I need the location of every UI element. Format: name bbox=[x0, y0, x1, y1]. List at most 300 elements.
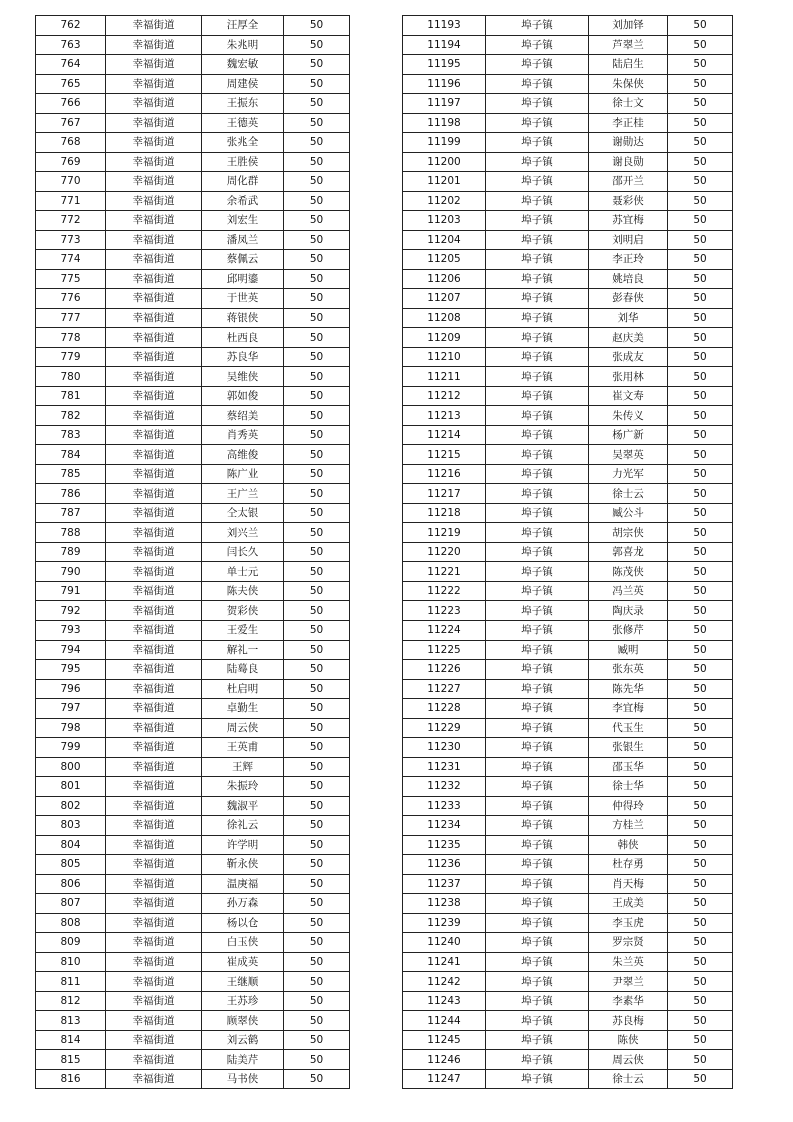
table-row bbox=[36, 952, 350, 972]
person-name-cell: 张成友 bbox=[589, 347, 668, 367]
region-cell: 埠子镇 bbox=[486, 308, 589, 328]
person-name-cell: 臧明 bbox=[589, 640, 668, 660]
row-number-cell: 814 bbox=[36, 1030, 106, 1050]
amount-cell: 50 bbox=[668, 835, 733, 855]
row-number-cell: 11211 bbox=[403, 367, 486, 387]
region-cell: 幸福街道 bbox=[106, 347, 202, 367]
table-row bbox=[403, 386, 733, 406]
person-name-cell: 张兆全 bbox=[202, 133, 284, 153]
person-name-cell: 汪厚全 bbox=[202, 16, 284, 36]
person-name-cell: 潘凤兰 bbox=[202, 230, 284, 250]
region-cell: 埠子镇 bbox=[486, 796, 589, 816]
amount-cell: 50 bbox=[284, 386, 350, 406]
person-name-cell: 王成美 bbox=[589, 894, 668, 914]
row-number-cell: 802 bbox=[36, 796, 106, 816]
region-cell: 埠子镇 bbox=[486, 757, 589, 777]
person-name-cell: 邵玉华 bbox=[589, 757, 668, 777]
region-cell: 埠子镇 bbox=[486, 855, 589, 875]
table-row bbox=[403, 35, 733, 55]
person-name-cell: 周化群 bbox=[202, 172, 284, 192]
region-cell: 幸福街道 bbox=[106, 308, 202, 328]
region-cell: 幸福街道 bbox=[106, 113, 202, 133]
row-number-cell: 773 bbox=[36, 230, 106, 250]
region-cell: 埠子镇 bbox=[486, 601, 589, 621]
row-number-cell: 805 bbox=[36, 855, 106, 875]
table-row bbox=[36, 679, 350, 699]
amount-cell: 50 bbox=[668, 191, 733, 211]
amount-cell: 50 bbox=[668, 952, 733, 972]
row-number-cell: 801 bbox=[36, 777, 106, 797]
person-name-cell: 朱兰英 bbox=[589, 952, 668, 972]
person-name-cell: 李正桂 bbox=[589, 113, 668, 133]
amount-cell: 50 bbox=[668, 445, 733, 465]
row-number-cell: 812 bbox=[36, 991, 106, 1011]
person-name-cell: 陈茂侠 bbox=[589, 562, 668, 582]
person-name-cell: 吴翠英 bbox=[589, 445, 668, 465]
row-number-cell: 799 bbox=[36, 738, 106, 758]
person-name-cell: 陈侠 bbox=[589, 1030, 668, 1050]
amount-cell: 50 bbox=[284, 991, 350, 1011]
amount-cell: 50 bbox=[284, 328, 350, 348]
person-name-cell: 王胜侯 bbox=[202, 152, 284, 172]
person-name-cell: 苏良华 bbox=[202, 347, 284, 367]
table-row bbox=[403, 152, 733, 172]
person-name-cell: 徐士云 bbox=[589, 1069, 668, 1089]
table-row bbox=[403, 581, 733, 601]
row-number-cell: 11203 bbox=[403, 211, 486, 231]
region-cell: 幸福街道 bbox=[106, 523, 202, 543]
region-cell: 幸福街道 bbox=[106, 699, 202, 719]
region-cell: 埠子镇 bbox=[486, 328, 589, 348]
region-cell: 埠子镇 bbox=[486, 484, 589, 504]
table-row bbox=[36, 113, 350, 133]
amount-cell: 50 bbox=[668, 113, 733, 133]
person-name-cell: 周云侠 bbox=[589, 1050, 668, 1070]
row-number-cell: 788 bbox=[36, 523, 106, 543]
amount-cell: 50 bbox=[668, 718, 733, 738]
row-number-cell: 784 bbox=[36, 445, 106, 465]
row-number-cell: 796 bbox=[36, 679, 106, 699]
table-row bbox=[403, 328, 733, 348]
row-number-cell: 767 bbox=[36, 113, 106, 133]
amount-cell: 50 bbox=[668, 484, 733, 504]
region-cell: 幸福街道 bbox=[106, 191, 202, 211]
table-row bbox=[36, 308, 350, 328]
amount-cell: 50 bbox=[284, 562, 350, 582]
person-name-cell: 臧公斗 bbox=[589, 503, 668, 523]
region-cell: 埠子镇 bbox=[486, 1050, 589, 1070]
table-row bbox=[403, 991, 733, 1011]
row-number-cell: 11195 bbox=[403, 55, 486, 75]
amount-cell: 50 bbox=[284, 484, 350, 504]
amount-cell: 50 bbox=[668, 660, 733, 680]
table-row bbox=[36, 425, 350, 445]
row-number-cell: 785 bbox=[36, 464, 106, 484]
person-name-cell: 徐士华 bbox=[589, 777, 668, 797]
person-name-cell: 吴维侠 bbox=[202, 367, 284, 387]
amount-cell: 50 bbox=[668, 542, 733, 562]
row-number-cell: 777 bbox=[36, 308, 106, 328]
table-row bbox=[36, 1011, 350, 1031]
amount-cell: 50 bbox=[284, 211, 350, 231]
row-number-cell: 11222 bbox=[403, 581, 486, 601]
row-number-cell: 811 bbox=[36, 972, 106, 992]
person-name-cell: 陆美芹 bbox=[202, 1050, 284, 1070]
table-row bbox=[403, 718, 733, 738]
region-cell: 幸福街道 bbox=[106, 972, 202, 992]
person-name-cell: 周云侠 bbox=[202, 718, 284, 738]
row-number-cell: 11236 bbox=[403, 855, 486, 875]
person-name-cell: 陈广业 bbox=[202, 464, 284, 484]
table-row bbox=[403, 445, 733, 465]
person-name-cell: 罗宗贤 bbox=[589, 933, 668, 953]
amount-cell: 50 bbox=[284, 55, 350, 75]
person-name-cell: 孙万森 bbox=[202, 894, 284, 914]
row-number-cell: 813 bbox=[36, 1011, 106, 1031]
amount-cell: 50 bbox=[668, 699, 733, 719]
table-row bbox=[36, 777, 350, 797]
table-row bbox=[403, 230, 733, 250]
table-row bbox=[403, 94, 733, 114]
person-name-cell: 姚培良 bbox=[589, 269, 668, 289]
table-row bbox=[403, 894, 733, 914]
region-cell: 埠子镇 bbox=[486, 933, 589, 953]
person-name-cell: 徐士云 bbox=[589, 484, 668, 504]
row-number-cell: 11209 bbox=[403, 328, 486, 348]
region-cell: 幸福街道 bbox=[106, 152, 202, 172]
region-cell: 幸福街道 bbox=[106, 679, 202, 699]
person-name-cell: 苏良梅 bbox=[589, 1011, 668, 1031]
table-row bbox=[36, 1050, 350, 1070]
person-name-cell: 贺彩侠 bbox=[202, 601, 284, 621]
amount-cell: 50 bbox=[284, 94, 350, 114]
row-number-cell: 807 bbox=[36, 894, 106, 914]
row-number-cell: 789 bbox=[36, 542, 106, 562]
amount-cell: 50 bbox=[668, 1011, 733, 1031]
row-number-cell: 11202 bbox=[403, 191, 486, 211]
row-number-cell: 781 bbox=[36, 386, 106, 406]
table-row bbox=[36, 1069, 350, 1089]
row-number-cell: 779 bbox=[36, 347, 106, 367]
row-number-cell: 11245 bbox=[403, 1030, 486, 1050]
table-row bbox=[36, 562, 350, 582]
person-name-cell: 仝太银 bbox=[202, 503, 284, 523]
table-row bbox=[403, 738, 733, 758]
region-cell: 幸福街道 bbox=[106, 250, 202, 270]
amount-cell: 50 bbox=[284, 1030, 350, 1050]
table-row bbox=[36, 328, 350, 348]
person-name-cell: 李宜梅 bbox=[589, 699, 668, 719]
person-name-cell: 杜启明 bbox=[202, 679, 284, 699]
row-number-cell: 11196 bbox=[403, 74, 486, 94]
row-number-cell: 783 bbox=[36, 425, 106, 445]
table-row bbox=[36, 816, 350, 836]
row-number-cell: 776 bbox=[36, 289, 106, 309]
table-row bbox=[403, 1030, 733, 1050]
table-row bbox=[36, 894, 350, 914]
amount-cell: 50 bbox=[284, 250, 350, 270]
region-cell: 幸福街道 bbox=[106, 855, 202, 875]
amount-cell: 50 bbox=[668, 1050, 733, 1070]
person-name-cell: 谢勋达 bbox=[589, 133, 668, 153]
amount-cell: 50 bbox=[668, 874, 733, 894]
row-number-cell: 791 bbox=[36, 581, 106, 601]
person-name-cell: 朱兆明 bbox=[202, 35, 284, 55]
row-number-cell: 11229 bbox=[403, 718, 486, 738]
person-name-cell: 高维俊 bbox=[202, 445, 284, 465]
person-name-cell: 力光军 bbox=[589, 464, 668, 484]
amount-cell: 50 bbox=[284, 952, 350, 972]
amount-cell: 50 bbox=[668, 562, 733, 582]
region-cell: 埠子镇 bbox=[486, 386, 589, 406]
person-name-cell: 韩侠 bbox=[589, 835, 668, 855]
table-row bbox=[403, 835, 733, 855]
person-name-cell: 刘华 bbox=[589, 308, 668, 328]
person-name-cell: 顾翠侠 bbox=[202, 1011, 284, 1031]
amount-cell: 50 bbox=[668, 347, 733, 367]
region-cell: 埠子镇 bbox=[486, 35, 589, 55]
table-row bbox=[403, 172, 733, 192]
person-name-cell: 苏宜梅 bbox=[589, 211, 668, 231]
row-number-cell: 764 bbox=[36, 55, 106, 75]
table-row bbox=[403, 211, 733, 231]
person-name-cell: 解礼一 bbox=[202, 640, 284, 660]
amount-cell: 50 bbox=[668, 328, 733, 348]
table-row bbox=[403, 620, 733, 640]
table-row bbox=[36, 699, 350, 719]
amount-cell: 50 bbox=[668, 738, 733, 758]
table-row bbox=[36, 542, 350, 562]
person-name-cell: 彭春侠 bbox=[589, 289, 668, 309]
row-number-cell: 11243 bbox=[403, 991, 486, 1011]
table-row bbox=[36, 933, 350, 953]
person-name-cell: 蔡绍美 bbox=[202, 406, 284, 426]
person-name-cell: 肖秀英 bbox=[202, 425, 284, 445]
person-name-cell: 徐礼云 bbox=[202, 816, 284, 836]
amount-cell: 50 bbox=[284, 152, 350, 172]
person-name-cell: 尹翠兰 bbox=[589, 972, 668, 992]
row-number-cell: 11244 bbox=[403, 1011, 486, 1031]
region-cell: 埠子镇 bbox=[486, 679, 589, 699]
region-cell: 埠子镇 bbox=[486, 289, 589, 309]
amount-cell: 50 bbox=[668, 55, 733, 75]
row-number-cell: 815 bbox=[36, 1050, 106, 1070]
amount-cell: 50 bbox=[668, 894, 733, 914]
amount-cell: 50 bbox=[284, 172, 350, 192]
table-row bbox=[36, 484, 350, 504]
table-row bbox=[403, 699, 733, 719]
amount-cell: 50 bbox=[284, 445, 350, 465]
row-number-cell: 762 bbox=[36, 16, 106, 36]
row-number-cell: 804 bbox=[36, 835, 106, 855]
table-row bbox=[36, 796, 350, 816]
amount-cell: 50 bbox=[284, 191, 350, 211]
table-row bbox=[403, 972, 733, 992]
row-number-cell: 11207 bbox=[403, 289, 486, 309]
amount-cell: 50 bbox=[284, 874, 350, 894]
person-name-cell: 陆蓦良 bbox=[202, 660, 284, 680]
row-number-cell: 11206 bbox=[403, 269, 486, 289]
table-row bbox=[36, 581, 350, 601]
table-row bbox=[403, 1050, 733, 1070]
row-number-cell: 11234 bbox=[403, 816, 486, 836]
amount-cell: 50 bbox=[284, 620, 350, 640]
table-row bbox=[403, 933, 733, 953]
region-cell: 埠子镇 bbox=[486, 191, 589, 211]
person-name-cell: 邵开兰 bbox=[589, 172, 668, 192]
amount-cell: 50 bbox=[284, 347, 350, 367]
row-number-cell: 11231 bbox=[403, 757, 486, 777]
region-cell: 幸福街道 bbox=[106, 1011, 202, 1031]
table-row bbox=[36, 757, 350, 777]
person-name-cell: 刘加铎 bbox=[589, 16, 668, 36]
table-row bbox=[403, 191, 733, 211]
amount-cell: 50 bbox=[284, 74, 350, 94]
person-name-cell: 方桂兰 bbox=[589, 816, 668, 836]
region-cell: 幸福街道 bbox=[106, 991, 202, 1011]
region-cell: 埠子镇 bbox=[486, 230, 589, 250]
row-number-cell: 11233 bbox=[403, 796, 486, 816]
row-number-cell: 11227 bbox=[403, 679, 486, 699]
region-cell: 埠子镇 bbox=[486, 1011, 589, 1031]
region-cell: 幸福街道 bbox=[106, 816, 202, 836]
table-row bbox=[36, 991, 350, 1011]
row-number-cell: 803 bbox=[36, 816, 106, 836]
amount-cell: 50 bbox=[668, 35, 733, 55]
person-name-cell: 仲得玲 bbox=[589, 796, 668, 816]
region-cell: 埠子镇 bbox=[486, 542, 589, 562]
row-number-cell: 11224 bbox=[403, 620, 486, 640]
person-name-cell: 刘宏生 bbox=[202, 211, 284, 231]
table-row bbox=[36, 640, 350, 660]
region-cell: 埠子镇 bbox=[486, 699, 589, 719]
region-cell: 埠子镇 bbox=[486, 894, 589, 914]
row-number-cell: 800 bbox=[36, 757, 106, 777]
row-number-cell: 794 bbox=[36, 640, 106, 660]
region-cell: 幸福街道 bbox=[106, 952, 202, 972]
amount-cell: 50 bbox=[284, 464, 350, 484]
row-number-cell: 787 bbox=[36, 503, 106, 523]
row-number-cell: 11226 bbox=[403, 660, 486, 680]
person-name-cell: 肖天梅 bbox=[589, 874, 668, 894]
region-cell: 埠子镇 bbox=[486, 367, 589, 387]
row-number-cell: 11208 bbox=[403, 308, 486, 328]
person-name-cell: 徐士文 bbox=[589, 94, 668, 114]
region-cell: 幸福街道 bbox=[106, 601, 202, 621]
table-row bbox=[403, 660, 733, 680]
row-number-cell: 11232 bbox=[403, 777, 486, 797]
person-name-cell: 陆启生 bbox=[589, 55, 668, 75]
region-cell: 幸福街道 bbox=[106, 269, 202, 289]
row-number-cell: 763 bbox=[36, 35, 106, 55]
person-name-cell: 朱传义 bbox=[589, 406, 668, 426]
row-number-cell: 793 bbox=[36, 620, 106, 640]
region-cell: 幸福街道 bbox=[106, 35, 202, 55]
person-name-cell: 崔成英 bbox=[202, 952, 284, 972]
table-row bbox=[36, 718, 350, 738]
person-name-cell: 温庚福 bbox=[202, 874, 284, 894]
amount-cell: 50 bbox=[284, 738, 350, 758]
row-number-cell: 769 bbox=[36, 152, 106, 172]
table-row bbox=[403, 601, 733, 621]
region-cell: 埠子镇 bbox=[486, 250, 589, 270]
region-cell: 幸福街道 bbox=[106, 718, 202, 738]
amount-cell: 50 bbox=[668, 913, 733, 933]
table-row bbox=[403, 679, 733, 699]
amount-cell: 50 bbox=[668, 172, 733, 192]
person-name-cell: 王广兰 bbox=[202, 484, 284, 504]
amount-cell: 50 bbox=[284, 640, 350, 660]
table-row bbox=[36, 523, 350, 543]
region-cell: 埠子镇 bbox=[486, 172, 589, 192]
region-cell: 幸福街道 bbox=[106, 640, 202, 660]
amount-cell: 50 bbox=[668, 679, 733, 699]
region-cell: 幸福街道 bbox=[106, 464, 202, 484]
amount-cell: 50 bbox=[284, 35, 350, 55]
person-name-cell: 芦翠兰 bbox=[589, 35, 668, 55]
amount-cell: 50 bbox=[284, 757, 350, 777]
table-row bbox=[403, 55, 733, 75]
region-cell: 幸福街道 bbox=[106, 874, 202, 894]
row-number-cell: 11238 bbox=[403, 894, 486, 914]
region-cell: 幸福街道 bbox=[106, 211, 202, 231]
person-name-cell: 李素华 bbox=[589, 991, 668, 1011]
region-cell: 埠子镇 bbox=[486, 425, 589, 445]
table-row bbox=[36, 16, 350, 36]
table-row bbox=[36, 1030, 350, 1050]
region-cell: 埠子镇 bbox=[486, 991, 589, 1011]
person-name-cell: 朱保侠 bbox=[589, 74, 668, 94]
amount-cell: 50 bbox=[284, 816, 350, 836]
row-number-cell: 11221 bbox=[403, 562, 486, 582]
region-cell: 幸福街道 bbox=[106, 484, 202, 504]
table-row bbox=[36, 74, 350, 94]
amount-cell: 50 bbox=[284, 1069, 350, 1089]
table-row bbox=[36, 230, 350, 250]
amount-cell: 50 bbox=[284, 542, 350, 562]
row-number-cell: 792 bbox=[36, 601, 106, 621]
table-row bbox=[403, 777, 733, 797]
table-row bbox=[36, 855, 350, 875]
person-name-cell: 王爱生 bbox=[202, 620, 284, 640]
amount-cell: 50 bbox=[668, 503, 733, 523]
region-cell: 幸福街道 bbox=[106, 894, 202, 914]
row-number-cell: 786 bbox=[36, 484, 106, 504]
amount-cell: 50 bbox=[284, 113, 350, 133]
row-number-cell: 11246 bbox=[403, 1050, 486, 1070]
region-cell: 幸福街道 bbox=[106, 172, 202, 192]
table-row bbox=[403, 367, 733, 387]
person-name-cell: 冯兰英 bbox=[589, 581, 668, 601]
amount-cell: 50 bbox=[668, 367, 733, 387]
amount-cell: 50 bbox=[668, 269, 733, 289]
table-row bbox=[403, 952, 733, 972]
amount-cell: 50 bbox=[284, 855, 350, 875]
row-number-cell: 771 bbox=[36, 191, 106, 211]
row-number-cell: 11197 bbox=[403, 94, 486, 114]
region-cell: 埠子镇 bbox=[486, 640, 589, 660]
table-row bbox=[403, 250, 733, 270]
table-row bbox=[36, 738, 350, 758]
table-row bbox=[36, 406, 350, 426]
region-cell: 幸福街道 bbox=[106, 777, 202, 797]
region-cell: 幸福街道 bbox=[106, 913, 202, 933]
region-cell: 埠子镇 bbox=[486, 972, 589, 992]
amount-cell: 50 bbox=[284, 367, 350, 387]
table-row bbox=[36, 464, 350, 484]
amount-cell: 50 bbox=[284, 718, 350, 738]
amount-cell: 50 bbox=[284, 308, 350, 328]
